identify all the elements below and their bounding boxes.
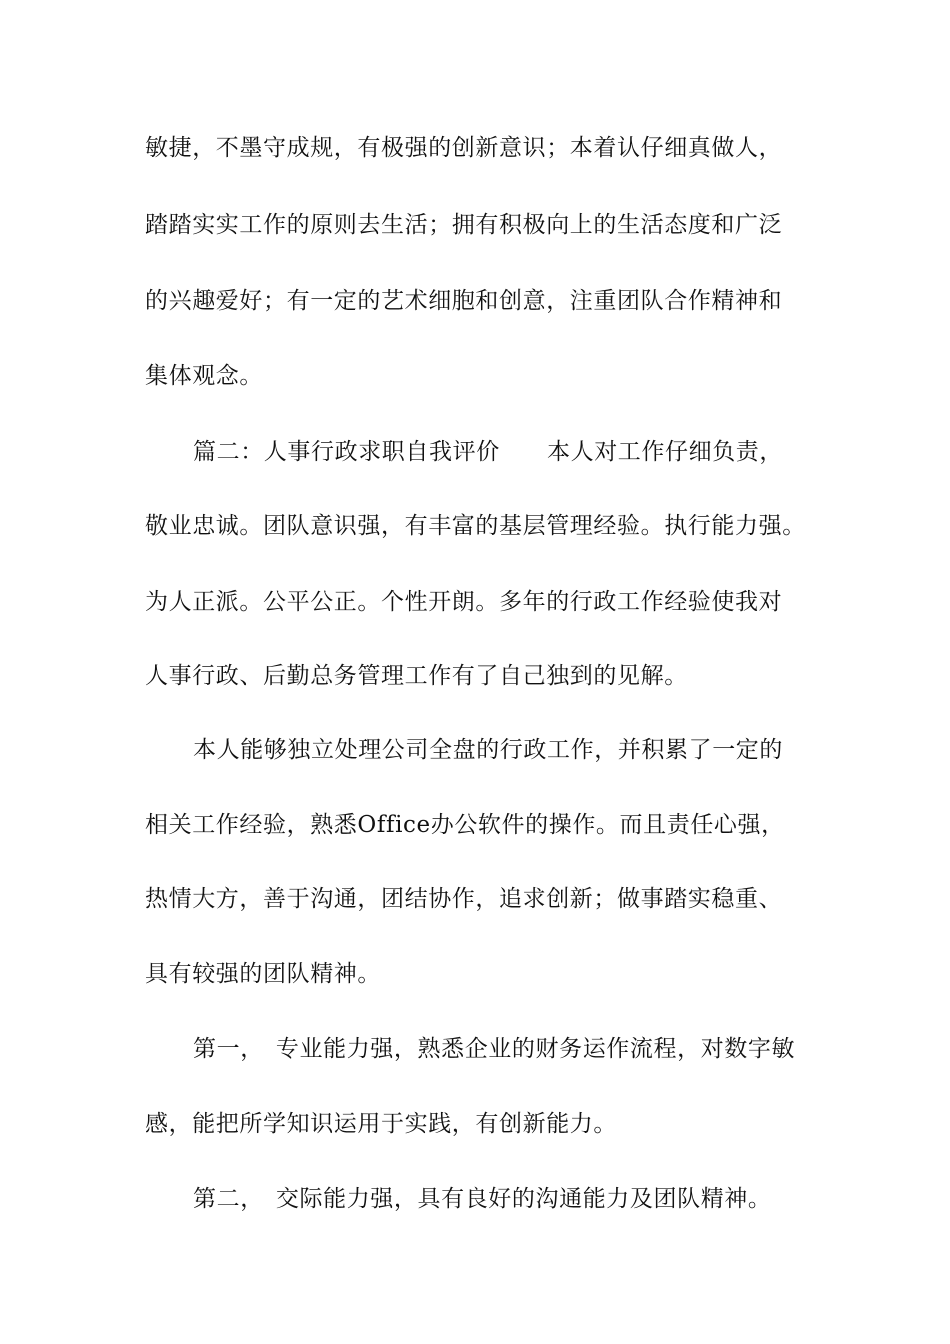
text-line: 感，能把所学知识运用于实践，有创新能力。 — [145, 1111, 617, 1137]
paragraph-start-line: 本人能够独立处理公司全盘的行政工作，并积累了一定的 — [193, 737, 783, 763]
text-line: 敬业忠诚。团队意识强，有丰富的基层管理经验。执行能力强。 — [145, 513, 806, 539]
list-item-first: 第一， 专业能力强，熟悉企业的财务运作流程，对数字敏 — [193, 1036, 796, 1062]
text-line: 踏踏实实工作的原则去生活；拥有积极向上的生活态度和广泛 — [145, 212, 783, 238]
list-item-second: 第二， 交际能力强，具有良好的沟通能力及团队精神。 — [193, 1186, 772, 1212]
text-line: 热情大方，善于沟通，团结协作，追求创新；做事踏实稳重、 — [145, 886, 783, 912]
text-line: 人事行政、后勤总务管理工作有了自己独到的见解。 — [145, 663, 688, 689]
text-line: 相关工作经验，熟悉Office办公软件的操作。而且责任心强， — [145, 812, 785, 838]
section-heading-line: 篇二：人事行政求职自我评价 本人对工作仔细负责， — [193, 439, 783, 465]
text-line: 的兴趣爱好；有一定的艺术细胞和创意，注重团队合作精神和 — [145, 288, 783, 314]
text-line: 敏捷，不墨守成规，有极强的创新意识；本着认仔细真做人， — [145, 135, 783, 161]
text-line: 为人正派。公平公正。个性开朗。多年的行政工作经验使我对 — [145, 589, 783, 615]
text-line: 具有较强的团队精神。 — [145, 961, 381, 987]
text-line: 集体观念。 — [145, 363, 263, 389]
